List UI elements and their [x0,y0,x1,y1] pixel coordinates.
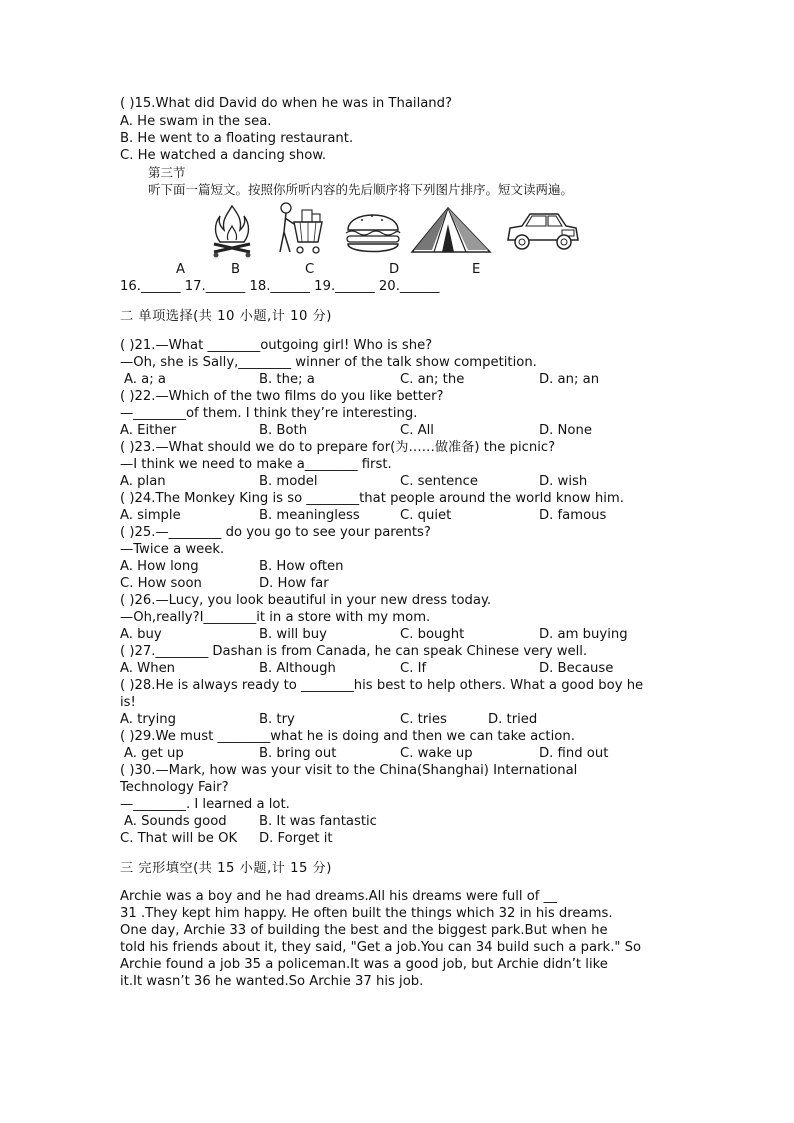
option-a: A. simple [120,508,181,523]
option-c: C. quiet [400,508,452,523]
option-d: D. find out [539,746,609,761]
question-stem: —Oh, she is Sally,________ winner of the talk show competition. [120,355,537,370]
question-stem: ( )21.—What ________outgoing girl! Who is she? [120,338,433,353]
option-b: B. Both [259,423,308,438]
question-stem: —Twice a week. [120,542,225,557]
option-b: B. How often [259,559,344,574]
question-stem: ( )29.We must ________what he is doing and then we can take action. [120,729,575,744]
option-d: D. None [539,423,592,438]
option-a: A. a; a [124,372,166,387]
option-a: A. Either [120,423,177,438]
option-b: B. It was fantastic [259,814,377,829]
question-stem: —I think we need to make a________ first. [120,457,392,472]
option-b: B. the; a [259,372,315,387]
option-a: A. buy [120,627,162,642]
passage-line: Archie found a job 35 a policeman.It was a good job, but Archie didn’t like [120,957,608,972]
part2-heading: 二 单项选择(共 10 小题,计 10 分) [120,309,332,324]
question-stem: Technology Fair? [120,780,229,795]
question-stem: ( )23.—What should we do to prepare for(为……做准备) the picnic? [120,440,556,455]
question-stem: ( )26.—Lucy, you look beautiful in your new dress today. [120,593,492,608]
q15-stem: ( )15.What did David do when he was in Thailand? [120,96,453,111]
picture-label-d: D [389,262,400,277]
option-a: A. plan [120,474,166,489]
option-a: A. Sounds good [124,814,227,829]
passage-line: 31 .They kept him happy. He often built the things which 32 in his dreams. [120,906,613,921]
part3-heading: 三 完形填空(共 15 小题,计 15 分) [120,861,332,876]
option-c: C. All [400,423,434,438]
option-c: C. If [400,661,427,676]
option-d: D. Forget it [259,831,333,846]
option-c: C. tries [400,712,447,727]
answer-blanks: 16.______ 17.______ 18.______ 19.______ 20.______ [120,279,440,294]
option-b: B. will buy [259,627,327,642]
question-stem: —________. I learned a lot. [120,797,290,812]
option-d: D. famous [539,508,607,523]
question-stem: ( )24.The Monkey King is so ________that people around the world know him. [120,491,624,506]
option-b: B. meaningless [259,508,360,523]
option-c: C. an; the [400,372,465,387]
section3-instruction: 听下面一篇短文。按照你所听内容的先后顺序将下列图片排序。短文读两遍。 [148,182,574,197]
passage-line: told his friends about it, they said, "Get a job.You can 34 build such a park." So [120,940,642,955]
option-d: D. am buying [539,627,628,642]
q15-option-a: A. He swam in the sea. [120,114,272,129]
section3-title: 第三节 [148,165,186,180]
option-d: D. an; an [539,372,600,387]
option-a: A. When [120,661,176,676]
option-d: D. tried [488,712,538,727]
question-stem: —________of them. I think they’re interesting. [120,406,418,421]
question-stem: is! [120,695,136,710]
option-a: A. get up [124,746,184,761]
question-stem: —Oh,really?I________it in a store with my mom. [120,610,431,625]
question-stem: ( )30.—Mark, how was your visit to the China(Shanghai) International [120,763,578,778]
passage-line: One day, Archie 33 of building the best and the biggest park.But when he [120,923,608,938]
option-b: B. model [259,474,318,489]
option-b: B. bring out [259,746,337,761]
campfire-icon [208,200,256,260]
car-icon [500,200,582,260]
option-c: C. sentence [400,474,478,489]
question-stem: ( )27.________ Dashan is from Canada, he can speak Chinese very well. [120,644,588,659]
question-stem: ( )28.He is always ready to ________his best to help others. What a good boy he [120,678,644,693]
picture-label-b: B [231,262,241,277]
shopping-cart-icon [268,200,330,260]
option-a: A. trying [120,712,176,727]
option-d: D. wish [539,474,588,489]
option-c: C. That will be OK [120,831,238,846]
question-stem: ( )22.—Which of the two films do you like better? [120,389,444,404]
option-a: A. How long [120,559,199,574]
hamburger-icon [342,200,404,260]
picture-label-a: A [176,262,186,277]
option-d: D. How far [259,576,329,591]
passage-line: Archie was a boy and he had dreams.All his dreams were full of __ [120,889,557,904]
tent-icon [408,200,494,260]
picture-label-e: E [472,262,481,277]
option-c: C. How soon [120,576,202,591]
option-b: B. Although [259,661,336,676]
picture-label-c: C [305,262,315,277]
option-b: B. try [259,712,295,727]
question-stem: ( )25.—________ do you go to see your parents? [120,525,431,540]
option-c: C. wake up [400,746,473,761]
q15-option-b: B. He went to a floating restaurant. [120,131,354,146]
option-d: D. Because [539,661,614,676]
option-c: C. bought [400,627,465,642]
passage-line: it.It wasn’t 36 he wanted.So Archie 37 his job. [120,974,424,989]
q15-option-c: C. He watched a dancing show. [120,148,327,163]
